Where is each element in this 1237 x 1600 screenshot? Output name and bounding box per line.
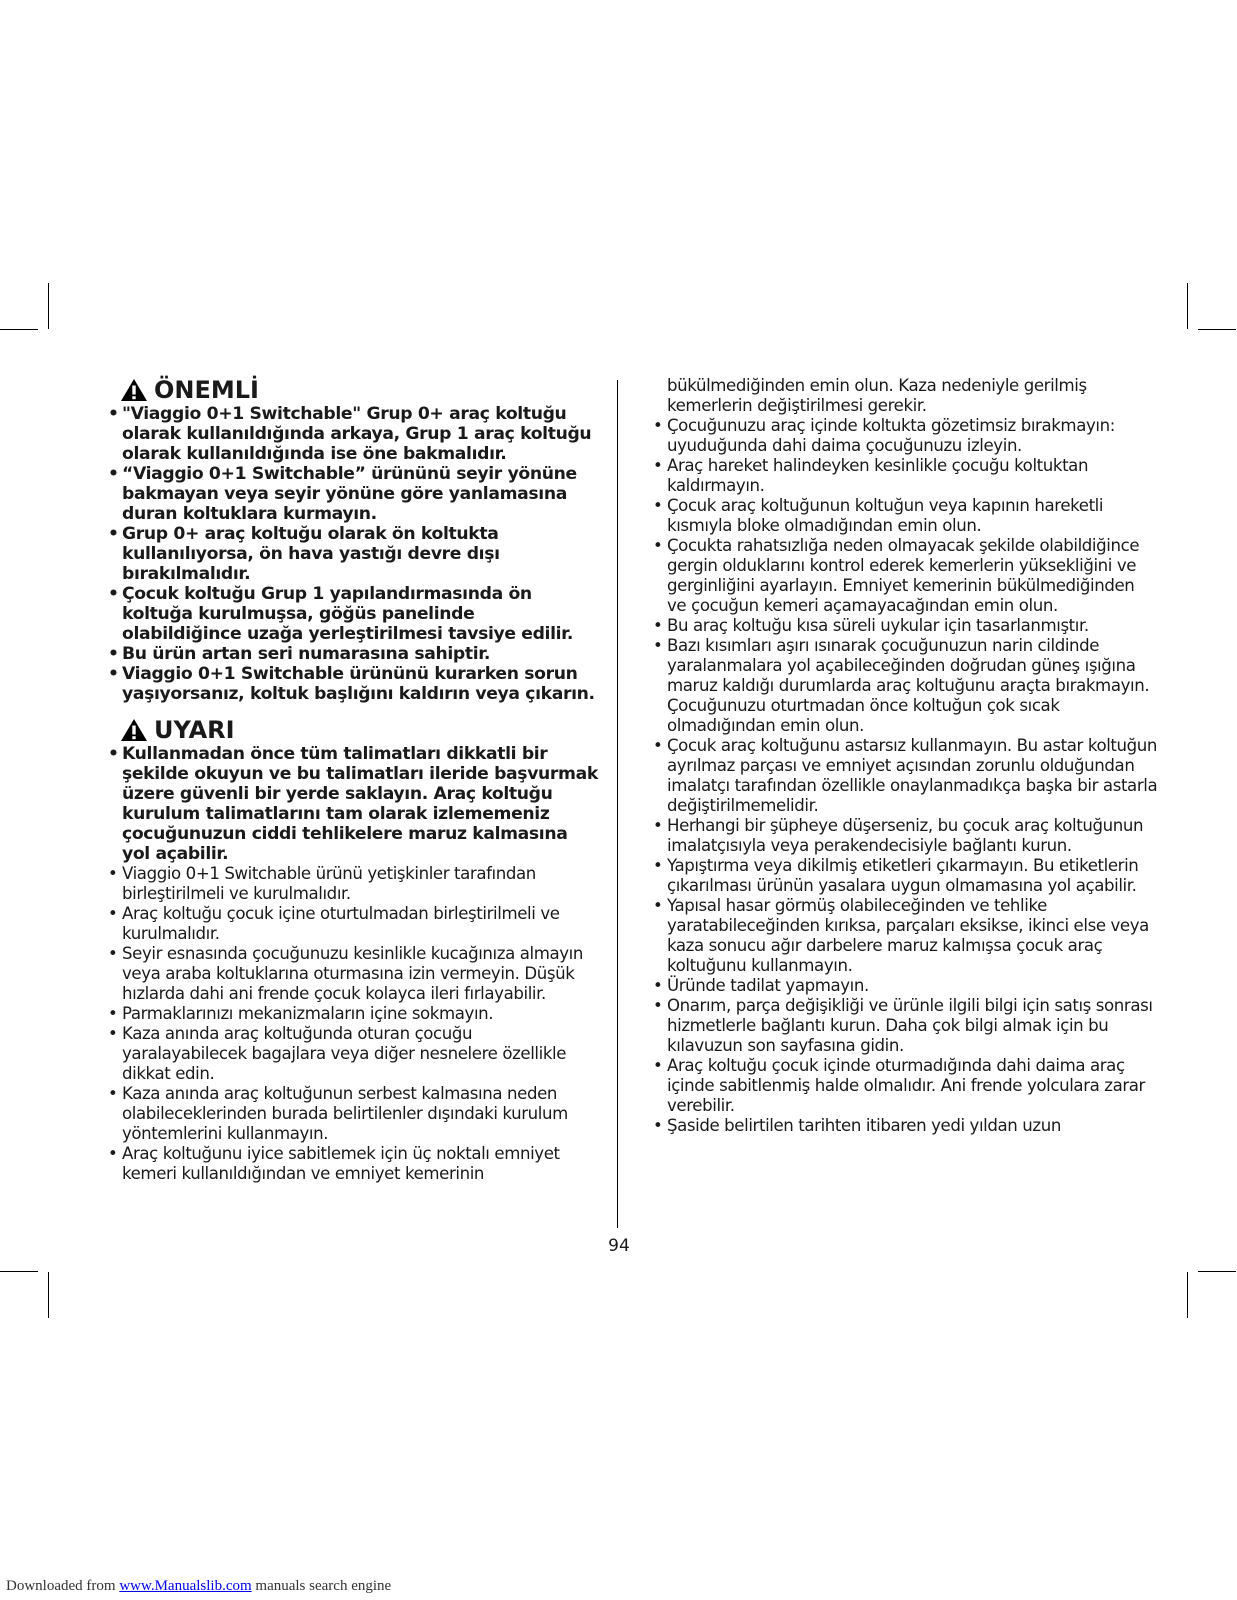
column-divider [617,380,618,1228]
list-item: • Bazı kısımları aşırı ısınarak çocuğunuzun narin cildinde yaralanmalara yol açabileceğinden doğrudan güneş ışığına maruz kaldığı durumlarda araç koltuğunu araçta bırakmayın. Çocuğunuzu oturtmadan önce koltuğun çok sıcak olmadığından emin olun. [653,636,1158,736]
list-item: • Çocuğunuzu araç içinde koltukta gözetimsiz bırakmayın: uyuduğunda dahi daima çocuğunuzu izleyin. [653,416,1158,456]
crop-mark [0,329,38,330]
footer-prefix: Downloaded from [6,1578,120,1594]
list-item: • Grup 0+ araç koltuğu olarak ön koltukta kullanılıyorsa, ön hava yastığı devre dışı bırakılmalıdır. [108,524,598,584]
list-item: • Kaza anında araç koltuğunda oturan çocuğu yaralayabilecek bagajlara veya diğer nesnelere özellikle dikkat edin. [108,1024,598,1084]
list-item: • Bu araç koltuğu kısa süreli uykular için tasarlanmıştır. [653,616,1158,636]
page-number: 94 [608,1236,630,1256]
list-item: • "Viaggio 0+1 Switchable" Grup 0+ araç koltuğu olarak kullanıldığında arkaya, Grup 1 araç koltuğu olarak kullanıldığında ise öne bakmalıdır. [108,404,598,464]
warning-triangle-icon [120,718,148,742]
important-title: ÖNEMLİ [154,376,259,404]
list-item: • Onarım, parça değişikliği ve ürünle ilgili bilgi için satış sonrası hizmetlerle bağlantı kurun. Daha çok bilgi almak için bu kılavuzun son sayfasına gidin. [653,996,1158,1056]
right-column [653,376,1158,1136]
manualslib-link[interactable]: www.Manualslib.com [119,1578,252,1594]
crop-mark [1187,1272,1188,1318]
list-item: • Araç koltuğu çocuk içine oturtulmadan birleştirilmeli ve kurulmalıdır. [108,904,598,944]
warning-heading [120,716,598,744]
left-column [108,376,598,1184]
list-item: • Kaza anında araç koltuğunun serbest kalmasına neden olabileceklerinden burada belirtilenler dışındaki kurulum yöntemlerini kullanmayın. [108,1084,598,1144]
list-item: • Araç koltuğunu iyice sabitlemek için üç noktalı emniyet kemeri kullanıldığından ve emniyet kemerinin [108,1144,598,1184]
list-item: • Kullanmadan önce tüm talimatları dikkatli bir şekilde okuyun ve bu talimatları ileride başvurmak üzere güvenli bir yerde saklayın. Araç koltuğu kurulum talimatlarını tam olarak izlememeniz çocuğunuzun ciddi tehlikelere maruz kalmasına yol açabilir. [108,744,598,864]
list-item: • Çocuk koltuğu Grup 1 yapılandırmasında ön koltuğa kurulmuşsa, göğüs panelinde olabildiğince uzağa yerleştirilmesi tavsiye edilir. [108,584,598,644]
continuation-text: bükülmediğinden emin olun. Kaza nedeniyle gerilmiş kemerlerin değiştirilmesi gerekir. [667,376,1087,415]
list-item: • Viaggio 0+1 Switchable ürünü yetişkinler tarafından birleştirilmeli ve kurulmalıdır. [108,864,598,904]
crop-mark [1198,1271,1236,1272]
list-item: • Çocuk araç koltuğunu astarsız kullanmayın. Bu astar koltuğun ayrılmaz parçası ve emniyet açısından zorunlu olduğundan imalatçı tarafından özellikle onaylanmadıkça başka bir astarla değiştirilmemelidir. [653,736,1158,816]
list-item: • Herhangi bir şüpheye düşerseniz, bu çocuk araç koltuğunun imalatçısıyla veya perakendecisiyle bağlantı kurun. [653,816,1158,856]
important-heading [120,376,598,404]
list-item: • Parmaklarınızı mekanizmaların içine sokmayın. [108,1004,598,1024]
list-item: • Araç koltuğu çocuk içinde oturmadığında dahi daima araç içinde sabitlenmiş halde olmalıdır. Ani frende yolculara zarar verebilir. [653,1056,1158,1116]
crop-mark [1187,283,1188,329]
warning-list [108,744,598,1184]
list-item: • Araç hareket halindeyken kesinlikle çocuğu koltuktan kaldırmayın. [653,456,1158,496]
list-item: • Şaside belirtilen tarihten itibaren yedi yıldan uzun [653,1116,1158,1136]
list-item: • Üründe tadilat yapmayın. [653,976,1158,996]
list-item: • “Viaggio 0+1 Switchable” ürününü seyir yönüne bakmayan veya seyir yönüne göre yanlamasına duran koltuklara kurmayın. [108,464,598,524]
list-item: • Yapısal hasar görmüş olabileceğinden ve tehlike yaratabileceğinden kırıksa, parçaları eksikse, ikinci else veya kaza sonucu ağır darbelere maruz kalmışsa çocuk araç koltuğunu kullanmayın. [653,896,1158,976]
important-list [108,404,598,704]
list-item: • Viaggio 0+1 Switchable ürününü kurarken sorun yaşıyorsanız, koltuk başlığını kaldırın veya çıkarın. [108,664,598,704]
list-item: • Yapıştırma veya dikilmiş etiketleri çıkarmayın. Bu etiketlerin çıkarılması ürünün yasalara uygun olmamasına yol açabilir. [653,856,1158,896]
list-item: • Bu ürün artan seri numarasına sahiptir. [108,644,598,664]
footer [6,1578,391,1595]
list-item: • Seyir esnasında çocuğunuzu kesinlikle kucağınıza almayın veya araba koltuklarına oturmasına izin vermeyin. Düşük hızlarda dahi ani frende çocuk kolayca ileri fırlayabilir. [108,944,598,1004]
warning-title: UYARI [154,716,235,744]
footer-suffix: manuals search engine [251,1578,392,1594]
crop-mark [0,1271,38,1272]
list-item: • Çocuk araç koltuğunun koltuğun veya kapının hareketli kısmıyla bloke olmadığından emin olun. [653,496,1158,536]
crop-mark [48,283,49,329]
list-item: • Çocukta rahatsızlığa neden olmayacak şekilde olabildiğince gergin olduklarını kontrol ederek kemerlerin yüksekliğini ve gerginliğini ayarlayın. Emniyet kemerinin bükülmediğinden ve çocuğun kemeri açamayacağından emin olun. [653,536,1158,616]
crop-mark [1198,329,1236,330]
warning-list-continued [653,416,1158,1136]
crop-mark [48,1272,49,1318]
warning-triangle-icon [120,378,148,402]
